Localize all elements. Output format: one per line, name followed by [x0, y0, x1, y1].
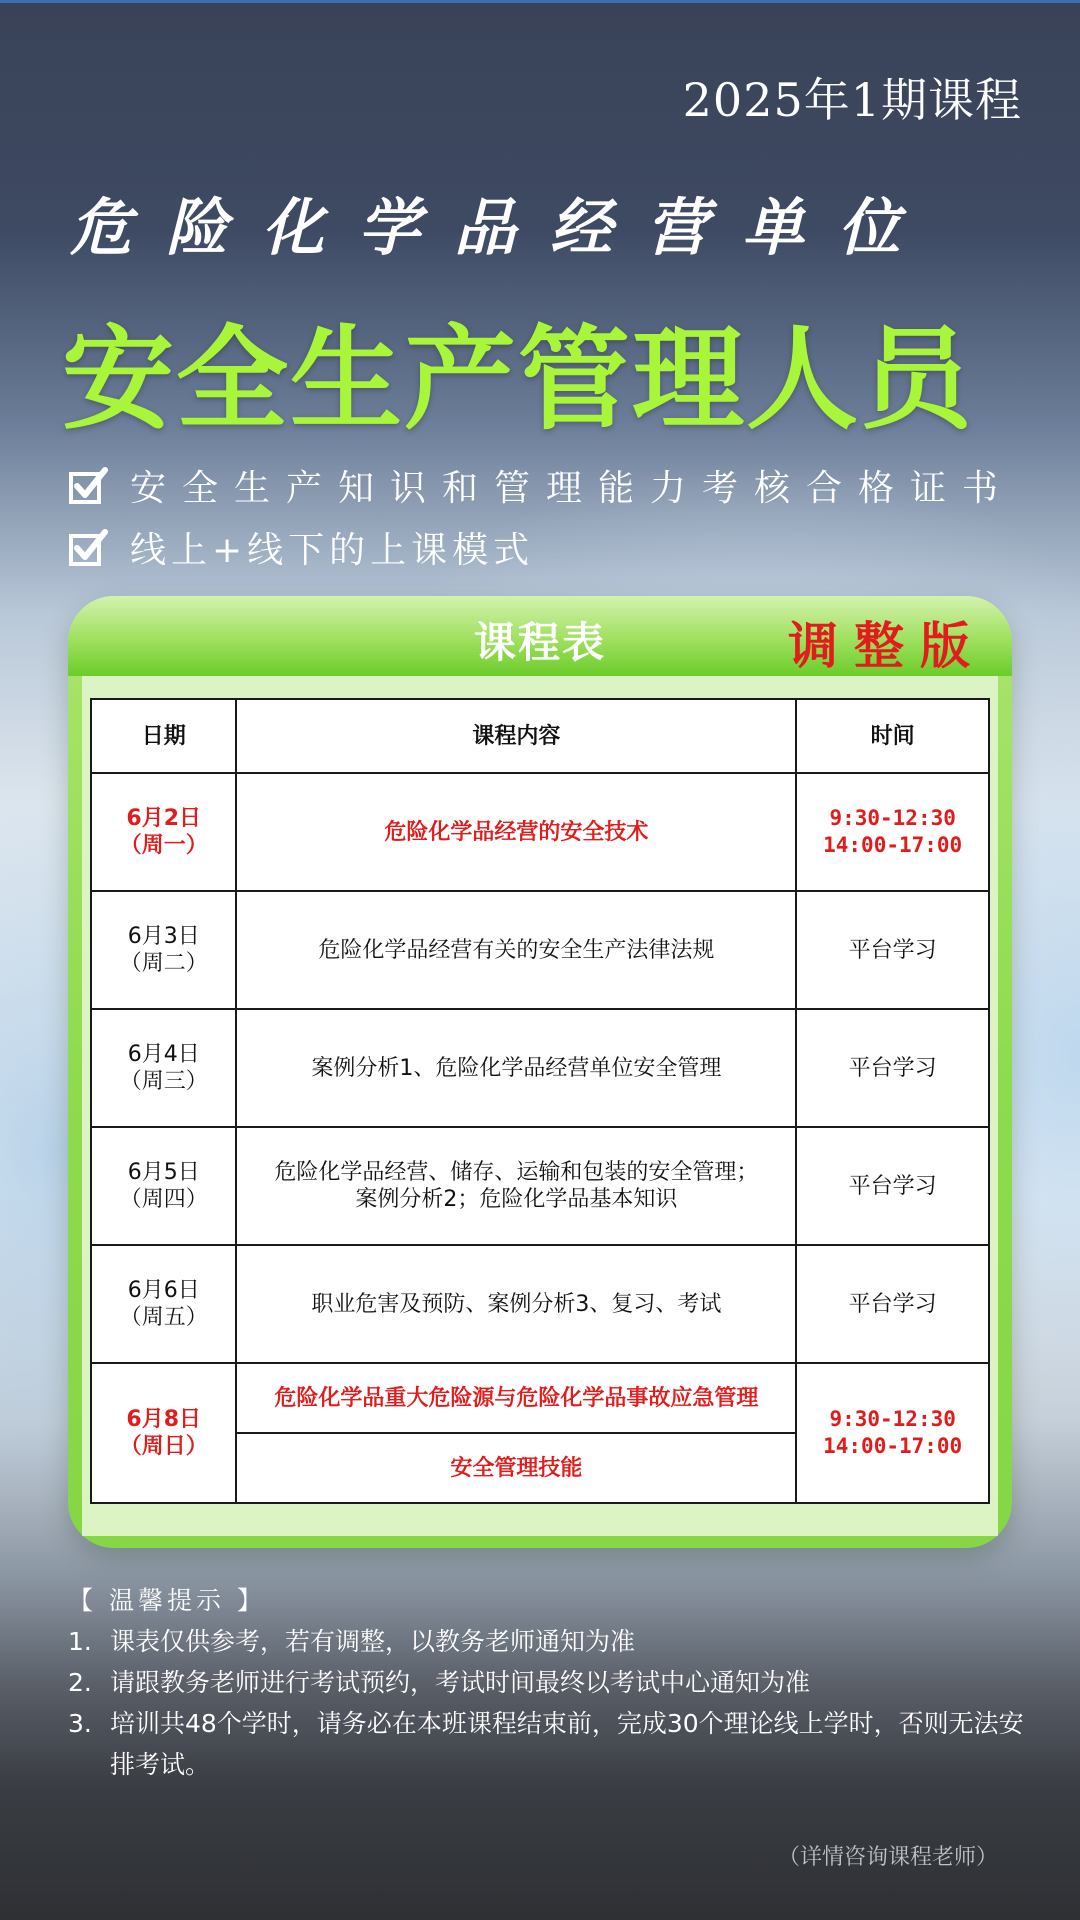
content-cell: 危险化学品经营、储存、运输和包装的安全管理； 案例分析2；危险化学品基本知识	[236, 1127, 796, 1245]
course-term: 2025年1期课程	[682, 73, 1022, 127]
heading-role: 安全生产管理人员	[62, 315, 974, 445]
adjusted-version-badge: 调整版	[788, 617, 986, 675]
feature-label: 安全生产知识和管理能力考核合格证书	[130, 468, 1015, 509]
tip-number: 3.	[68, 1709, 92, 1738]
date-cell: 6月4日 （周三）	[91, 1009, 236, 1127]
top-accent-line	[0, 0, 1080, 3]
tips-title: 【 温馨提示 】	[68, 1586, 266, 1615]
time-cell: 9:30-12:30 14:00-17:00	[796, 773, 989, 891]
schedule-title: 课程表	[473, 618, 606, 667]
feature-item-mode	[68, 522, 534, 573]
content-cell: 危险化学品重大危险源与危险化学品事故应急管理	[236, 1363, 796, 1433]
content-cell: 安全管理技能	[236, 1433, 796, 1503]
time-cell: 9:30-12:30 14:00-17:00	[796, 1363, 989, 1503]
tip-text: 请跟教务老师进行考试预约，考试时间最终以考试中心通知为准	[110, 1668, 811, 1697]
date-cell: 6月8日 （周日）	[91, 1363, 236, 1503]
feature-item-certificate	[68, 460, 1014, 511]
tip-text: 课表仅供参考，若有调整，以教务老师通知为准	[110, 1627, 636, 1656]
table-row	[91, 1363, 989, 1433]
tip-item	[68, 1662, 1038, 1703]
content-cell: 案例分析1、危险化学品经营单位安全管理	[236, 1009, 796, 1127]
date-cell: 6月2日 （周一）	[91, 773, 236, 891]
table-row	[91, 891, 989, 1009]
checkbox-check-icon	[68, 528, 108, 568]
table-row	[91, 773, 989, 891]
tip-item	[68, 1703, 1038, 1785]
schedule-table	[90, 698, 990, 1504]
heading-unit-type: 危险化学品经营单位	[70, 191, 935, 264]
content-cell: 危险化学品经营的安全技术	[236, 773, 796, 891]
feature-label: 线上+线下的上课模式	[130, 530, 535, 571]
tips-section	[68, 1580, 1038, 1785]
table-header-row	[91, 699, 989, 773]
tip-item	[68, 1621, 1038, 1662]
date-cell: 6月3日 （周二）	[91, 891, 236, 1009]
date-cell: 6月5日 （周四）	[91, 1127, 236, 1245]
time-cell: 平台学习	[796, 1127, 989, 1245]
checkbox-check-icon	[68, 466, 108, 506]
table-row	[91, 1009, 989, 1127]
tip-number: 1.	[68, 1627, 92, 1656]
table-row	[91, 1127, 989, 1245]
content-cell: 危险化学品经营有关的安全生产法律法规	[236, 891, 796, 1009]
tip-number: 2.	[68, 1668, 92, 1697]
time-cell: 平台学习	[796, 891, 989, 1009]
tip-text: 培训共48个学时，请务必在本班课程结束前，完成30个理论线上学时，否则无法安排考试。	[110, 1709, 1024, 1779]
table-row	[91, 1245, 989, 1363]
header-date: 日期	[91, 699, 236, 773]
header-content: 课程内容	[236, 699, 796, 773]
date-cell: 6月6日 （周五）	[91, 1245, 236, 1363]
content-cell: 职业危害及预防、案例分析3、复习、考试	[236, 1245, 796, 1363]
time-cell: 平台学习	[796, 1245, 989, 1363]
time-cell: 平台学习	[796, 1009, 989, 1127]
header-time: 时间	[796, 699, 989, 773]
contact-note: （详情咨询课程老师）	[777, 1845, 998, 1870]
